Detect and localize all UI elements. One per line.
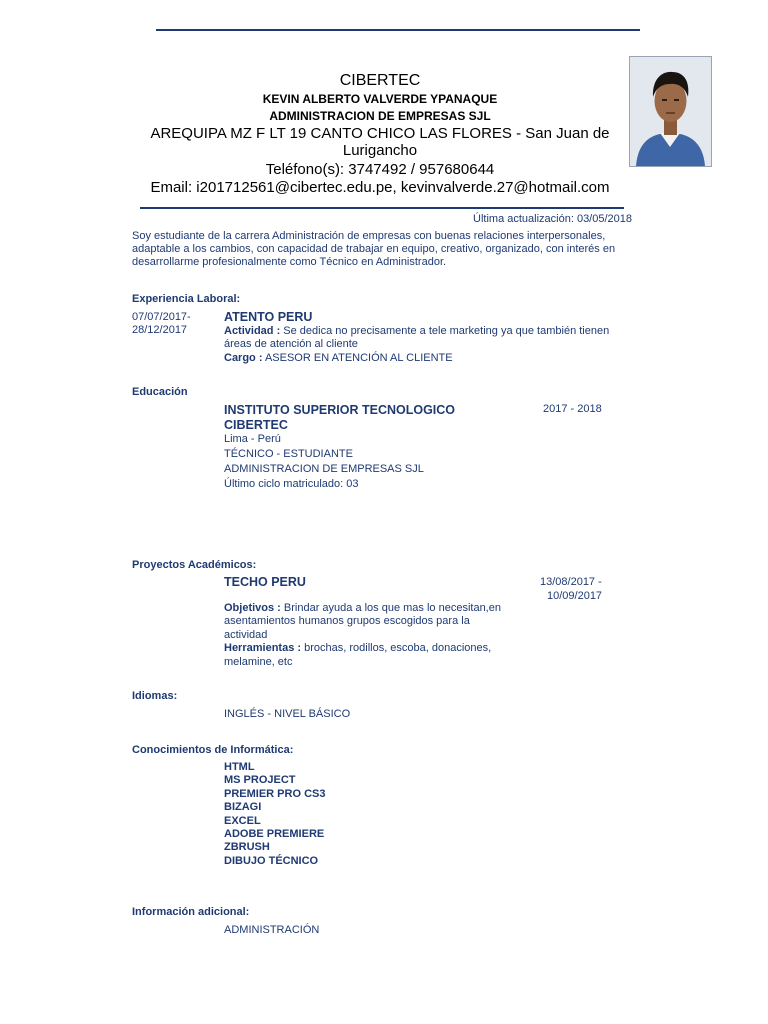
activity-label: Actividad :	[224, 325, 281, 337]
projects-heading: Proyectos Académicos:	[132, 559, 257, 571]
candidate-career: ADMINISTRACION DE EMPRESAS SJL	[269, 109, 491, 123]
list-item: ZBRUSH	[224, 841, 270, 854]
objective-text: Brindar ayuda a los que mas lo necesitan,en	[280, 602, 501, 614]
education-level: TÉCNICO - ESTUDIANTE	[224, 448, 353, 460]
phone: Teléfono(s): 3747492 / 957680644	[265, 161, 495, 178]
list-item: MS PROJECT	[224, 774, 296, 787]
activity-text: Se dedica no precisamente a tele marketing ya que también tienen	[280, 325, 610, 337]
experience-company: ATENTO PERU	[224, 310, 313, 324]
list-item: DIBUJO TÉCNICO	[224, 854, 319, 867]
project-objective-cont-1: asentamientos humanos grupos escogidos para la	[224, 615, 470, 627]
role-label: Cargo :	[224, 352, 263, 364]
project-objective	[224, 602, 501, 616]
top-divider	[156, 29, 640, 31]
experience-heading: Experiencia Laboral:	[132, 293, 241, 305]
education-cycle: Último ciclo matriculado: 03	[224, 478, 359, 490]
project-objective-cont-2: actividad	[224, 629, 268, 641]
org-title: CIBERTEC	[339, 72, 421, 89]
education-location: Lima - Perú	[224, 433, 281, 445]
list-item: EXCEL	[224, 814, 261, 827]
experience-role	[224, 352, 453, 366]
profile-photo-graphic	[630, 57, 711, 166]
tools-label: Herramientas :	[224, 642, 302, 654]
header-divider	[140, 207, 624, 209]
experience-date-start: 07/07/2017-	[132, 311, 191, 323]
project-tools	[224, 642, 491, 656]
objective-label: Objetivos :	[224, 602, 281, 614]
candidate-name: KEVIN ALBERTO VALVERDE YPANAQUE	[262, 92, 498, 106]
project-tools-cont: melamine, etc	[224, 656, 293, 668]
institution-line-1: INSTITUTO SUPERIOR TECNOLOGICO	[224, 403, 456, 417]
list-item: PREMIER PRO CS3	[224, 787, 326, 800]
summary-line-2: adaptable a los cambios, con capacidad de trabajar en equipo, creativo, organizado, con interés en	[132, 243, 616, 255]
list-item: ADOBE PREMIERE	[224, 828, 325, 841]
project-title: TECHO PERU	[224, 575, 306, 589]
language-item: INGLÉS - NIVEL BÁSICO	[224, 708, 351, 720]
experience-activity	[224, 325, 609, 339]
languages-heading: Idiomas:	[132, 690, 178, 702]
project-date-end: 10/09/2017	[547, 590, 603, 602]
summary-line-1: Soy estudiante de la carrera Administración de empresas con buenas relaciones interpersonales,	[132, 230, 606, 242]
education-years: 2017 - 2018	[543, 403, 602, 415]
education-heading: Educación	[132, 386, 188, 398]
computing-heading: Conocimientos de Informática:	[132, 744, 294, 756]
summary-line-3: desarrollarme profesionalmente como Técnico en Administrador.	[132, 256, 447, 268]
list-item: HTML	[224, 761, 255, 773]
profile-photo-icon	[629, 56, 712, 167]
address-line-2: Lurigancho	[342, 142, 418, 159]
additional-item: ADMINISTRACIÓN	[224, 924, 320, 936]
education-program: ADMINISTRACION DE EMPRESAS SJL	[224, 463, 424, 475]
tools-text: brochas, rodillos, escoba, donaciones,	[301, 642, 492, 654]
list-item: BIZAGI	[224, 801, 262, 814]
experience-activity-cont: áreas de atención al cliente	[224, 338, 358, 350]
additional-heading: Información adicional:	[132, 906, 250, 918]
last-update: Última actualización: 03/05/2018	[473, 213, 632, 225]
project-date-start: 13/08/2017 -	[540, 576, 602, 588]
address-line-1: AREQUIPA MZ F LT 19 CANTO CHICO LAS FLORES - San Juan de	[150, 125, 610, 142]
email: Email: i201712561@cibertec.edu.pe, kevinvalverde.27@hotmail.com	[150, 179, 610, 196]
computing-list	[224, 761, 325, 868]
role-text: ASESOR EN ATENCIÓN AL CLIENTE	[262, 352, 453, 364]
experience-date-end: 28/12/2017	[132, 324, 188, 336]
institution-line-2: CIBERTEC	[224, 418, 288, 432]
